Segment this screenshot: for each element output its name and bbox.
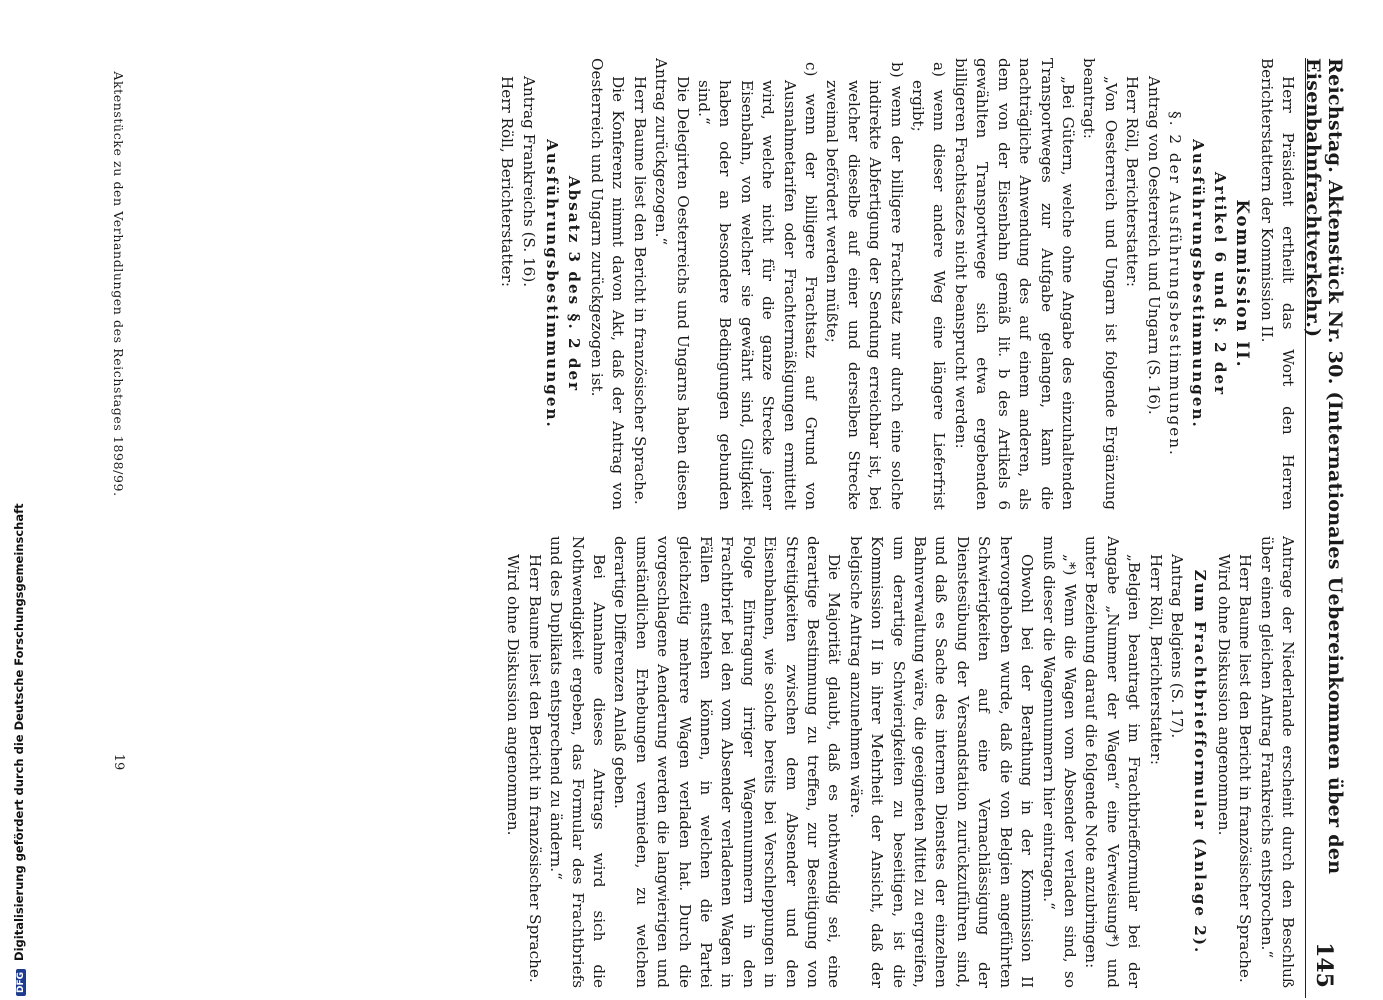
paragraph: Die Delegirten Oesterreichs und Ungarns haben diesen Antrag zurückgezogen.“ (652, 58, 692, 510)
paragraph: Obwohl bei der Berathung in der Kommission II hervorgehoben wurde, daß die von Belgien angeführten Schwierigkeiten auf eine Vernachlässigung der Dienstesübung der Versandstation zurückzuführen sind, und daß es Sache des internen Dienstes der einzelnen Bahnverwaltung wäre, die geeigneten Mittel zu ergreifen, um derartige Schwierigkeiten zu beseitigen, ist die Kommission II in ihrer Mehrheit der Ansicht, daß der belgische Antrag anzunehmen wäre. (846, 536, 1037, 988)
paragraph: Antrage der Niederlande erscheint durch den Beschluß über einen gleichen Antrag Frankreichs entsprochen.“ (1257, 536, 1297, 988)
paragraph: Die Majorität glaubt, daß es nothwendig sei, eine derartige Bestimmung zu treffen, zur Beseitigung von Streitigkeiten zwischen dem Absender und den Eisenbahnen, wie solche bereits bei Verschleppungen in Folge Eintragung irriger Wagennummern in den Frachtbrief bei den vom Absender verladenen Wagen in Fällen entstehen können, in welchen die Partei gleichzeitig mehrere Wagen verladen hat. Durch die vorgeschlagene Aenderung werden die langwierigen und umständlichen Erhebungen vermieden, zu welchen derartige Differenzen Anlaß geben. (611, 536, 844, 988)
paragraph: Die Konferenz nimmt davon Akt, daß der Antrag von Oesterreich und Ungarn zurückgezogen ist. (588, 58, 628, 510)
paragraph: „Bei Gütern, welche ohne Angabe des einzuhaltenden Transportweges zur Aufgabe gelangen, kann die nachträgliche Anwendung des auf einem anderen, als dem von der Eisenbahn gemäß lit. b des Artikels 6 gewählten Transportwege sich etwa ergebenden billigeren Frachtsatzes nicht beansprucht werden: (951, 58, 1077, 510)
footer-note: Aktenstücke zu den Verhandlungen des Reichstages 1898/99. (111, 71, 126, 497)
paragraph: Herr Baume liest den Bericht in französischer Sprache. (630, 76, 649, 505)
paragraph: Antrag Frankreichs (S. 16). (519, 76, 538, 288)
left-column (498, 58, 1298, 510)
paragraph: „Belgien beantragt im Frachtbriefformular bei der Angabe „Nummer der Wagen“ eine Verweisung*) und unter Beziehung darauf die folgende Note anzubringen: (1082, 536, 1144, 988)
page-header (1302, 58, 1346, 998)
digitization-credit-text: Digitalisierung gefördert durch die Deutsche Forschungsgemeinschaft (12, 503, 26, 961)
section-heading: Kommission II. (1233, 199, 1253, 369)
section-heading: Absatz 3 des §. 2 der Ausführungsbestimmungen. (543, 139, 583, 429)
right-column (498, 536, 1298, 988)
paragraph: §. 2 der Ausführungsbestimmungen. (1165, 111, 1184, 457)
section-heading (498, 536, 500, 988)
page-number: 145 (1311, 942, 1337, 988)
paragraph: Wird ohne Diskussion angenommen. (504, 554, 523, 836)
paragraph: Bei Annahme dieses Antrags wird sich die Nothwendigkeit ergeben, das Formular des Frachtbriefs und des Duplikats entsprechend zu ändern.“ (547, 536, 608, 988)
dfg-logo: DFG (16, 969, 26, 996)
paragraph: Wird ohne Diskussion angenommen. (1214, 554, 1233, 836)
paragraph: Antrag Belgiens (S. 17). (1167, 554, 1186, 739)
section-heading: Zum Frachtbriefformular (Anlage 2). (1191, 569, 1210, 955)
paragraph: Herr Präsident ertheilt das Wort den Herren Berichterstattern der Kommission II. (1257, 58, 1297, 510)
paragraph: Herr Röll, Berichterstatter: (1146, 554, 1165, 765)
sheet-folio: 19 (111, 753, 126, 771)
paragraph: a) wenn dieser andere Weg eine längere Lieferfrist ergibt; (909, 62, 949, 510)
running-title: Reichstag. Aktenstück Nr. 30. (Internationales Uebereinkommen über den Eisenbahnfrachtverkehr.) (1302, 58, 1346, 875)
paragraph: „Von Oesterreich und Ungarn ist folgende Ergänzung beantragt: (1080, 58, 1120, 510)
paragraph: c) wenn der billigere Frachtsatz auf Grund von Ausnahmetarifen oder Frachtermäßigungen ermittelt wird, welche nicht für die ganze Strecke jener Eisenbahn, von welcher sie gewährt sind, Giltigkeit haben oder an besondere Bedingungen gebunden sind.“ (695, 62, 821, 510)
digitization-credit (2, 0, 26, 1000)
document-page (82, 58, 1346, 998)
section-heading: Artikel 6 und §. 2 der Ausführungsbestimmungen. (1189, 139, 1229, 429)
paragraph: Herr Baume liest den Bericht in französischer Sprache. (525, 554, 544, 983)
paragraph: b) wenn der billigere Frachtsatz nur durch eine solche indirekte Abfertigung der Sendung erreichbar ist, bei welcher dieselbe auf einer und derselben Strecke zweimal befördert werden müßte; (823, 62, 906, 510)
paragraph: Antrag von Oesterreich und Ungarn (S. 16). (1144, 76, 1163, 415)
paragraph: „*) Wenn die Wagen vom Absender verladen sind, so muß dieser die Wagennummern hier eintragen.“ (1039, 536, 1079, 988)
paragraph: Herr Röll, Berichterstatter: (498, 76, 517, 287)
paragraph: Herr Baume liest den Bericht in französischer Sprache. (1236, 554, 1255, 983)
paragraph: Herr Röll, Berichterstatter: (1123, 76, 1142, 287)
